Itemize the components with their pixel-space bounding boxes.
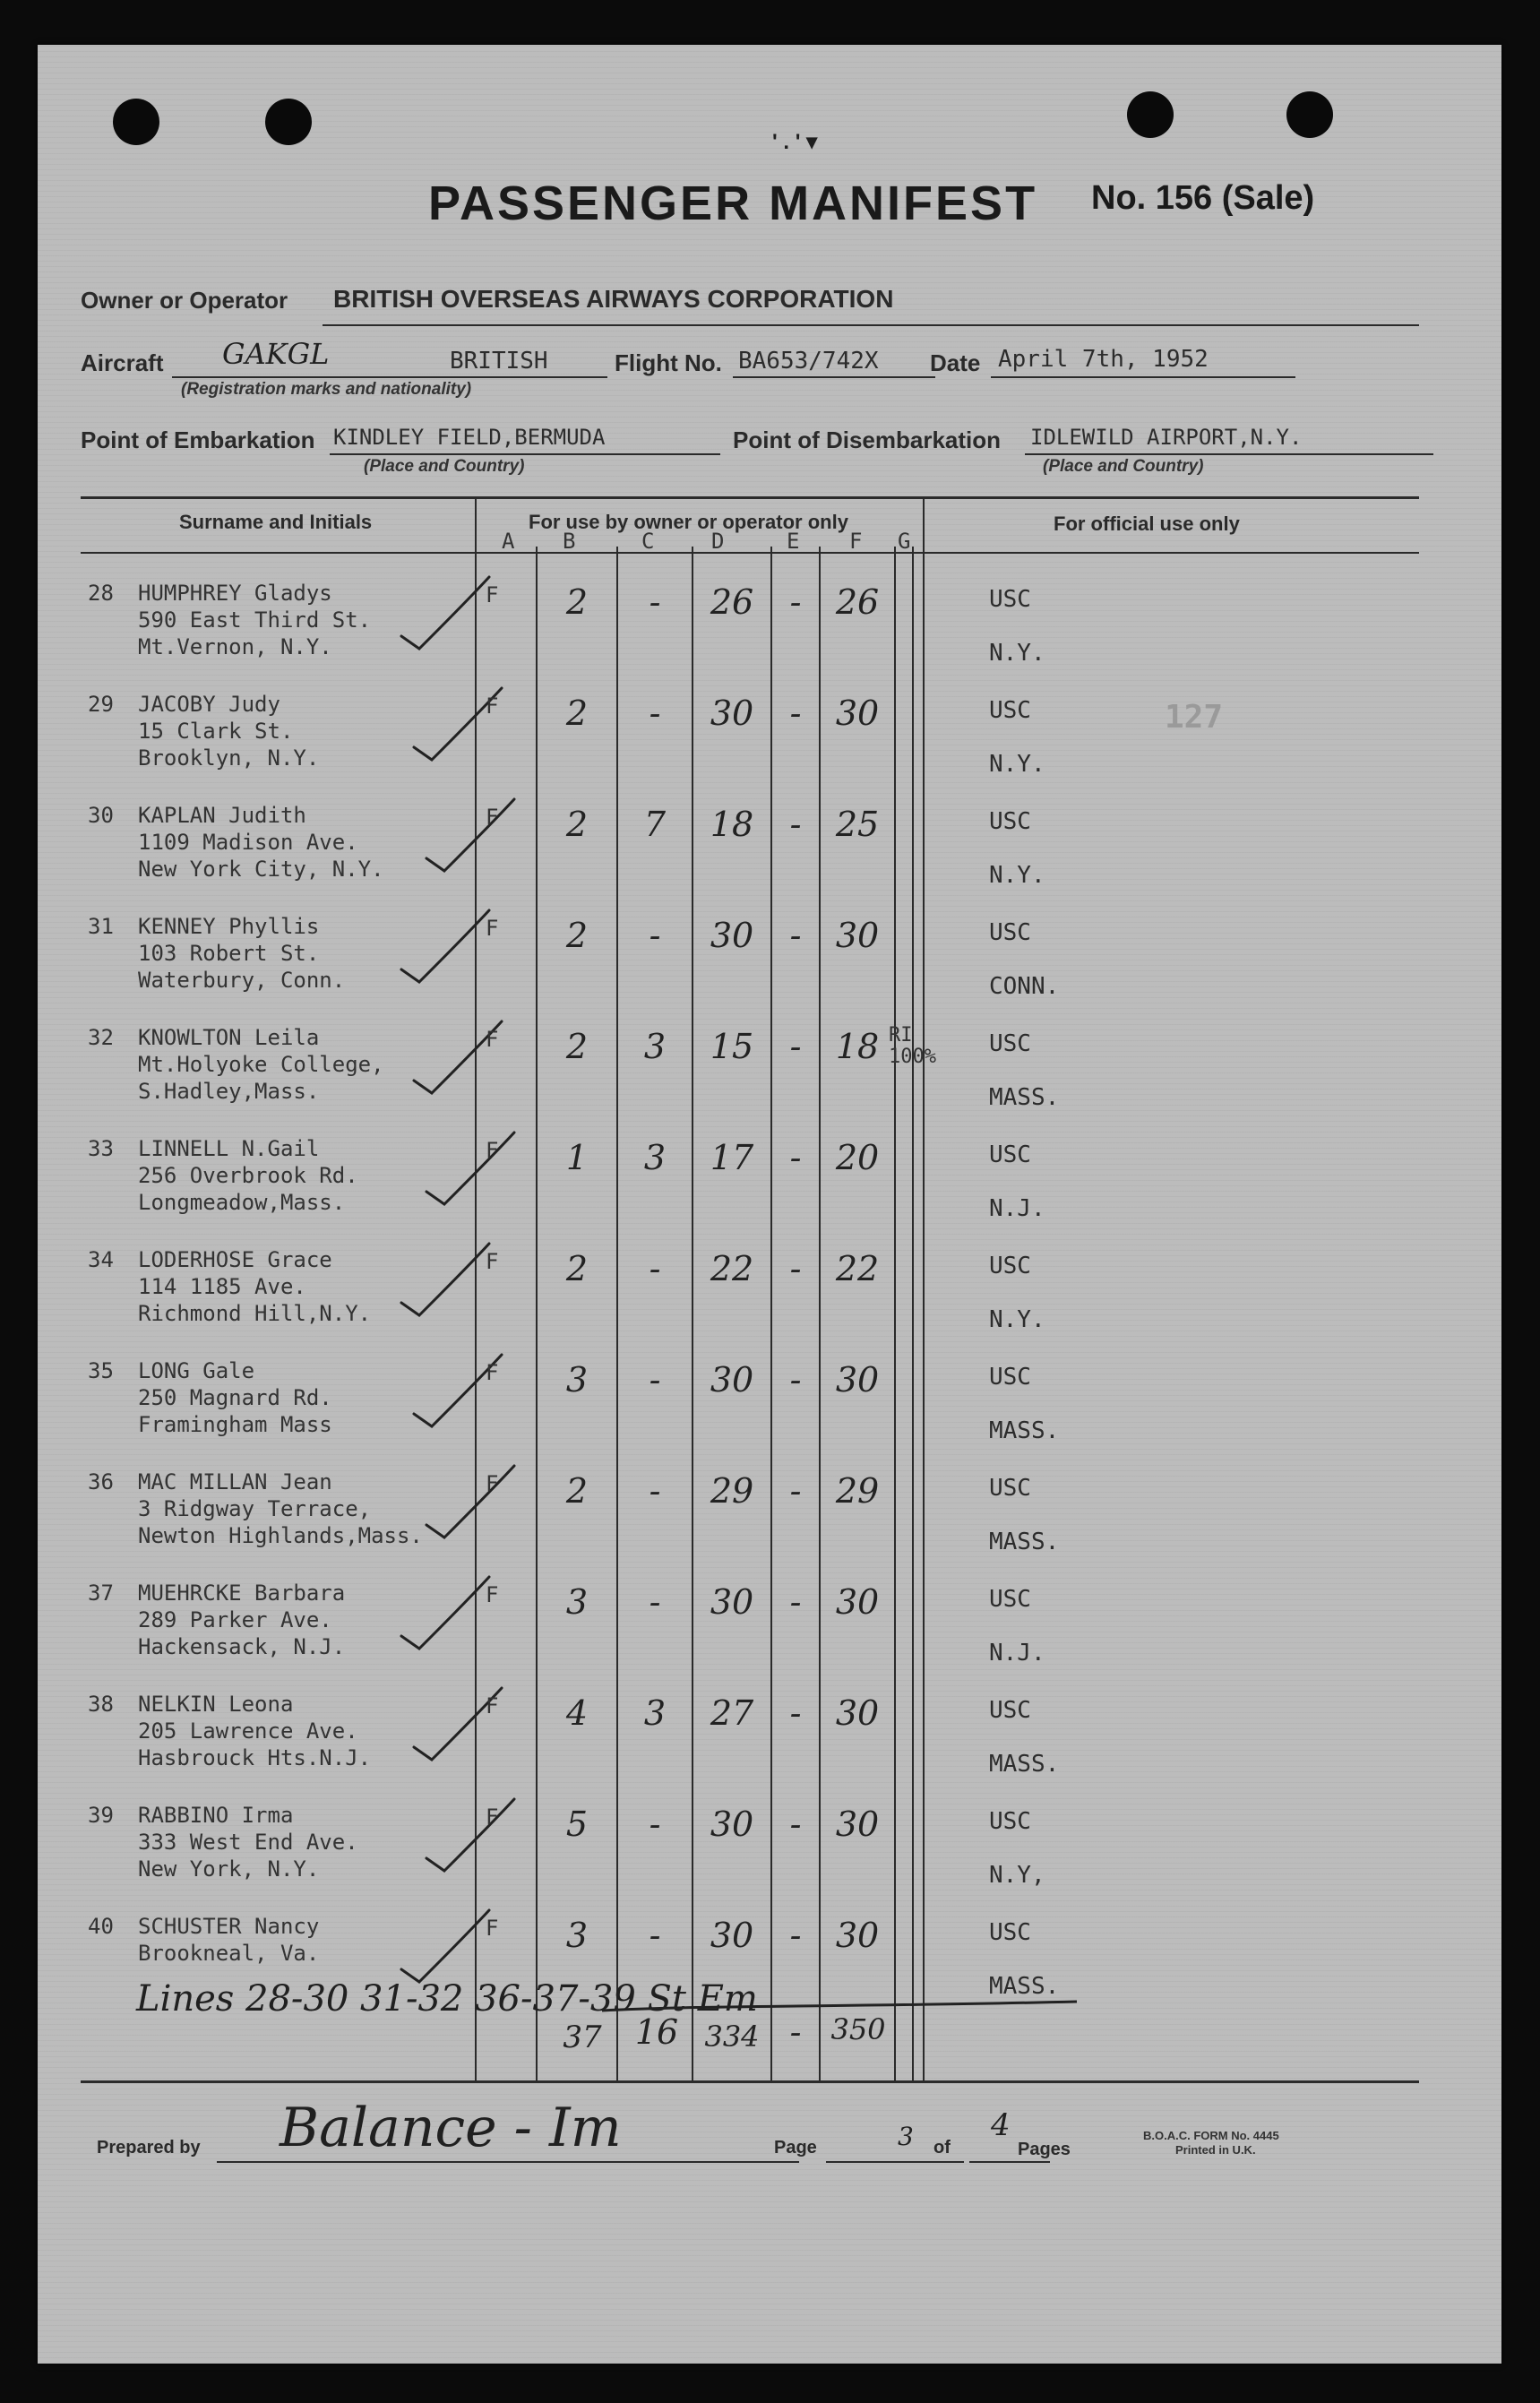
passenger-row [38, 1025, 1501, 1136]
col-f-value: 30 [835, 1582, 880, 1622]
header-col-b: B [563, 529, 576, 554]
official-use-code: USC [989, 1697, 1031, 1724]
col-a-value: F [486, 1138, 499, 1163]
passenger-row [38, 1136, 1501, 1247]
totals-lines-note: Lines 28-30 31-32 36-37-39 St Em [136, 1978, 758, 2020]
col-e-value: - [789, 805, 802, 844]
aircraft-registration: GAKGL [222, 337, 330, 371]
passenger-row [38, 692, 1501, 803]
form-printed: Printed in U.K. [1175, 2143, 1256, 2157]
col-a-value: F [486, 1916, 499, 1941]
passenger-name: KAPLAN Judith [138, 803, 306, 828]
passenger-number: 30 [88, 803, 114, 828]
col-f-value: 30 [835, 1360, 880, 1400]
col-f-value: 18 [835, 1027, 880, 1066]
official-use-code: USC [989, 1364, 1031, 1391]
of-label: of [933, 2138, 951, 2158]
passenger-name: LODERHOSE Grace [138, 1247, 332, 1272]
official-use-code: USC [989, 1586, 1031, 1613]
table-bottom-rule [81, 2080, 1419, 2083]
passenger-address-line1: 103 Robert St. [138, 941, 320, 966]
col-e-value: - [789, 1582, 802, 1622]
top-mark: ' . ' ▾ [772, 130, 818, 154]
page-label: Page [774, 2138, 817, 2158]
passenger-name: RABBINO Irma [138, 1803, 294, 1828]
col-f-value: 30 [835, 1916, 880, 1955]
col-c-value: - [649, 582, 661, 622]
col-a-value: F [486, 805, 499, 830]
header-col-d: D [711, 529, 725, 554]
col-a-value: F [486, 1804, 499, 1830]
col-e-value: - [789, 916, 802, 955]
official-use-state: N.Y. [989, 640, 1045, 667]
col-b-value: 3 [565, 1916, 589, 1955]
col-f-value: 22 [835, 1249, 880, 1288]
official-use-code: USC [989, 1141, 1031, 1168]
prepared-signature: Balance - Im [280, 2097, 622, 2159]
col-c-value: - [649, 1471, 661, 1511]
col-f-value: 25 [835, 805, 880, 844]
col-g-note: RI 100% [889, 1024, 936, 1068]
official-use-code: USC [989, 1475, 1031, 1502]
col-d-value: 26 [710, 582, 754, 622]
col-c-value: - [649, 1249, 661, 1288]
aircraft-label: Aircraft [81, 349, 164, 376]
check-mark-icon [396, 573, 495, 654]
col-b-value: 4 [565, 1693, 589, 1733]
passenger-number: 33 [88, 1136, 114, 1161]
passenger-number: 29 [88, 692, 114, 717]
header-col-g: G [898, 529, 911, 554]
col-f-value: 30 [835, 1693, 880, 1733]
passenger-address-line2: Brooklyn, N.Y. [138, 745, 320, 771]
passenger-address-line2: Waterbury, Conn. [138, 968, 346, 993]
passenger-number: 28 [88, 581, 114, 606]
col-d-value: 30 [710, 693, 754, 733]
col-a-value: F [486, 1249, 499, 1274]
passenger-address-line2: Framingham Mass [138, 1412, 332, 1437]
col-d-value: 27 [710, 1693, 754, 1733]
passenger-address-line1: 256 Overbrook Rd. [138, 1163, 358, 1188]
aircraft-nationality: BRITISH [450, 348, 548, 375]
table-header-rule [81, 552, 1419, 554]
owner-label: Owner or Operator [81, 287, 288, 314]
passenger-row [38, 1358, 1501, 1469]
col-f-value: 20 [835, 1138, 880, 1177]
embarkation-value: KINDLEY FIELD,BERMUDA [333, 425, 606, 450]
col-b-value: 3 [565, 1582, 589, 1622]
check-mark-icon [396, 1573, 495, 1654]
col-d-value: 18 [710, 805, 754, 844]
col-d-value: 30 [710, 1804, 754, 1844]
passenger-row [38, 1580, 1501, 1692]
col-c-value: 3 [643, 1027, 667, 1066]
col-a-value: F [486, 1582, 499, 1607]
official-use-code: USC [989, 808, 1031, 835]
disembarkation-note: (Place and Country) [1043, 457, 1204, 476]
col-e-value: - [789, 1138, 802, 1177]
passenger-address-line1: 289 Parker Ave. [138, 1607, 332, 1632]
passenger-number: 39 [88, 1803, 114, 1828]
passenger-address-line1: 205 Lawrence Ave. [138, 1718, 358, 1744]
passenger-number: 34 [88, 1247, 114, 1272]
of-value: 4 [991, 2107, 1011, 2143]
check-mark-icon [396, 1907, 495, 1987]
col-a-value: F [486, 693, 499, 719]
col-f-value: 30 [835, 693, 880, 733]
official-use-state: MASS. [989, 1751, 1060, 1778]
official-use-state: CONN. [989, 973, 1060, 1000]
col-e-value: - [789, 1693, 802, 1733]
col-a-value: F [486, 582, 499, 607]
passenger-address-line1: 250 Magnard Rd. [138, 1385, 332, 1410]
col-d-value: 30 [710, 916, 754, 955]
passenger-name: KENNEY Phyllis [138, 914, 320, 939]
official-use-state: MASS. [989, 1973, 1060, 2000]
col-f-value: 30 [835, 916, 880, 955]
passenger-address-line1: Brookneal, Va. [138, 1941, 320, 1966]
total-c: 16 [634, 2012, 679, 2052]
punch-hole [1127, 91, 1174, 138]
passenger-number: 35 [88, 1358, 114, 1383]
disembarkation-label: Point of Disembarkation [733, 426, 1002, 453]
passenger-name: KNOWLTON Leila [138, 1025, 320, 1050]
passenger-row [38, 803, 1501, 914]
col-c-value: - [649, 916, 661, 955]
passenger-address-line2: Newton Highlands,Mass. [138, 1523, 423, 1548]
passenger-number: 40 [88, 1914, 114, 1939]
page-value: 3 [898, 2122, 914, 2151]
official-use-state: MASS. [989, 1084, 1060, 1111]
col-e-value: - [789, 1249, 802, 1288]
header-col-c: C [641, 529, 655, 554]
pages-label: Pages [1018, 2140, 1071, 2159]
passenger-address-line2: New York City, N.Y. [138, 857, 384, 882]
col-d-value: 30 [710, 1360, 754, 1400]
official-use-code: USC [989, 586, 1031, 613]
passenger-address-line2: Longmeadow,Mass. [138, 1190, 346, 1215]
passenger-row [38, 581, 1501, 692]
col-a-value: F [486, 1360, 499, 1385]
passenger-number: 32 [88, 1025, 114, 1050]
col-b-value: 2 [565, 1027, 589, 1066]
passenger-address-line1: 114 1185 Ave. [138, 1274, 306, 1299]
owner-value: BRITISH OVERSEAS AIRWAYS CORPORATION [333, 285, 894, 313]
official-use-code: USC [989, 1919, 1031, 1946]
check-mark-icon [396, 907, 495, 987]
passenger-name: NELKIN Leona [138, 1692, 294, 1717]
header-surname: Surname and Initials [179, 511, 373, 533]
official-use-code: USC [989, 1808, 1031, 1835]
flight-value: BA653/742X [738, 348, 879, 375]
col-c-value: 3 [643, 1138, 667, 1177]
official-use-state: N.Y. [989, 751, 1045, 778]
col-b-value: 2 [565, 582, 589, 622]
col-b-value: 2 [565, 1249, 589, 1288]
passenger-row [38, 914, 1501, 1025]
col-b-value: 2 [565, 805, 589, 844]
passenger-address-line2: Hasbrouck Hts.N.J. [138, 1745, 372, 1770]
col-d-value: 15 [710, 1027, 754, 1066]
flight-label: Flight No. [615, 349, 722, 376]
passenger-number: 37 [88, 1580, 114, 1606]
passenger-address-line2: Hackensack, N.J. [138, 1634, 346, 1659]
passenger-address-line2: Mt.Vernon, N.Y. [138, 634, 332, 659]
col-b-value: 2 [565, 693, 589, 733]
manifest-sheet [38, 45, 1501, 2364]
header-owner-use: For use by owner or operator only [529, 511, 848, 533]
passenger-address-line1: 15 Clark St. [138, 719, 294, 744]
passenger-name: MUEHRCKE Barbara [138, 1580, 346, 1606]
col-e-value: - [789, 1916, 802, 1955]
official-use-code: USC [989, 697, 1031, 724]
passenger-name: JACOBY Judy [138, 692, 280, 717]
passenger-row [38, 1692, 1501, 1803]
page-title: PASSENGER MANIFEST [428, 177, 1038, 230]
passenger-number: 36 [88, 1469, 114, 1494]
passenger-address-line2: S.Hadley,Mass. [138, 1079, 320, 1104]
embarkation-note: (Place and Country) [364, 457, 525, 476]
passenger-address-line1: 590 East Third St. [138, 607, 372, 633]
col-c-value: 3 [643, 1693, 667, 1733]
col-d-value: 29 [710, 1471, 754, 1511]
official-use-state: N.Y. [989, 1306, 1045, 1333]
col-d-value: 17 [710, 1138, 754, 1177]
table-top-rule [81, 496, 1419, 499]
official-use-state: N.Y, [989, 1862, 1045, 1889]
punch-hole [113, 99, 159, 145]
col-d-value: 30 [710, 1916, 754, 1955]
passenger-name: SCHUSTER Nancy [138, 1914, 320, 1939]
passenger-address-line2: New York, N.Y. [138, 1856, 320, 1882]
stamp-number: 127 [1165, 699, 1224, 736]
col-e-value: - [789, 1027, 802, 1066]
total-e: - [789, 2012, 802, 2052]
col-a-value: F [486, 1693, 499, 1718]
col-e-value: - [789, 582, 802, 622]
col-b-value: 1 [565, 1138, 589, 1177]
passenger-name: LINNELL N.Gail [138, 1136, 320, 1161]
col-f-value: 30 [835, 1804, 880, 1844]
passenger-address-line1: 1109 Madison Ave. [138, 830, 358, 855]
official-use-state: MASS. [989, 1529, 1060, 1555]
embarkation-label: Point of Embarkation [81, 426, 315, 453]
col-d-value: 22 [710, 1249, 754, 1288]
official-use-state: MASS. [989, 1417, 1060, 1444]
official-use-state: N.J. [989, 1195, 1045, 1222]
col-e-value: - [789, 1360, 802, 1400]
header-col-f: F [849, 529, 863, 554]
col-b-value: 3 [565, 1360, 589, 1400]
col-e-value: - [789, 1804, 802, 1844]
col-b-value: 2 [565, 916, 589, 955]
check-mark-icon [396, 1240, 495, 1321]
total-f: 350 [830, 2012, 886, 2046]
official-use-state: N.J. [989, 1640, 1045, 1667]
col-a-value: F [486, 1471, 499, 1496]
passenger-address-line1: Mt.Holyoke College, [138, 1052, 384, 1077]
passenger-row [38, 1469, 1501, 1580]
form-number: B.O.A.C. FORM No. 4445 [1143, 2129, 1279, 2142]
punch-hole [265, 99, 312, 145]
passenger-row [38, 1803, 1501, 1914]
date-value: April 7th, 1952 [998, 346, 1209, 373]
passenger-name: LONG Gale [138, 1358, 255, 1383]
passenger-name: MAC MILLAN Jean [138, 1469, 332, 1494]
col-c-value: - [649, 1360, 661, 1400]
col-f-value: 26 [835, 582, 880, 622]
prepared-label: Prepared by [97, 2138, 201, 2158]
total-b: 37 [563, 2020, 602, 2055]
passenger-name: HUMPHREY Gladys [138, 581, 332, 606]
header-col-e: E [787, 529, 800, 554]
col-c-value: - [649, 1582, 661, 1622]
passenger-row [38, 1247, 1501, 1358]
passenger-address-line1: 3 Ridgway Terrace, [138, 1496, 372, 1521]
col-a-value: F [486, 1027, 499, 1052]
aircraft-note: (Registration marks and nationality) [181, 380, 472, 399]
official-use-code: USC [989, 1253, 1031, 1279]
total-d: 334 [704, 2020, 760, 2054]
official-use-state: N.Y. [989, 862, 1045, 889]
col-b-value: 2 [565, 1471, 589, 1511]
col-e-value: - [789, 1471, 802, 1511]
official-use-code: USC [989, 1030, 1031, 1057]
date-label: Date [930, 349, 981, 376]
col-c-value: 7 [643, 805, 667, 844]
passenger-address-line2: Richmond Hill,N.Y. [138, 1301, 372, 1326]
punch-hole [1286, 91, 1333, 138]
passenger-number: 38 [88, 1692, 114, 1717]
disembarkation-value: IDLEWILD AIRPORT,N.Y. [1030, 425, 1303, 450]
col-b-value: 5 [565, 1804, 589, 1844]
official-use-code: USC [989, 919, 1031, 946]
col-d-value: 30 [710, 1582, 754, 1622]
col-a-value: F [486, 916, 499, 941]
manifest-number: No. 156 (Sale) [1091, 179, 1315, 217]
header-official-use: For official use only [1054, 512, 1240, 535]
col-f-value: 29 [835, 1471, 880, 1511]
passenger-address-line1: 333 West End Ave. [138, 1830, 358, 1855]
col-e-value: - [789, 693, 802, 733]
col-c-value: - [649, 1916, 661, 1955]
col-c-value: - [649, 1804, 661, 1844]
passenger-number: 31 [88, 914, 114, 939]
header-col-a: A [502, 529, 515, 554]
col-c-value: - [649, 693, 661, 733]
